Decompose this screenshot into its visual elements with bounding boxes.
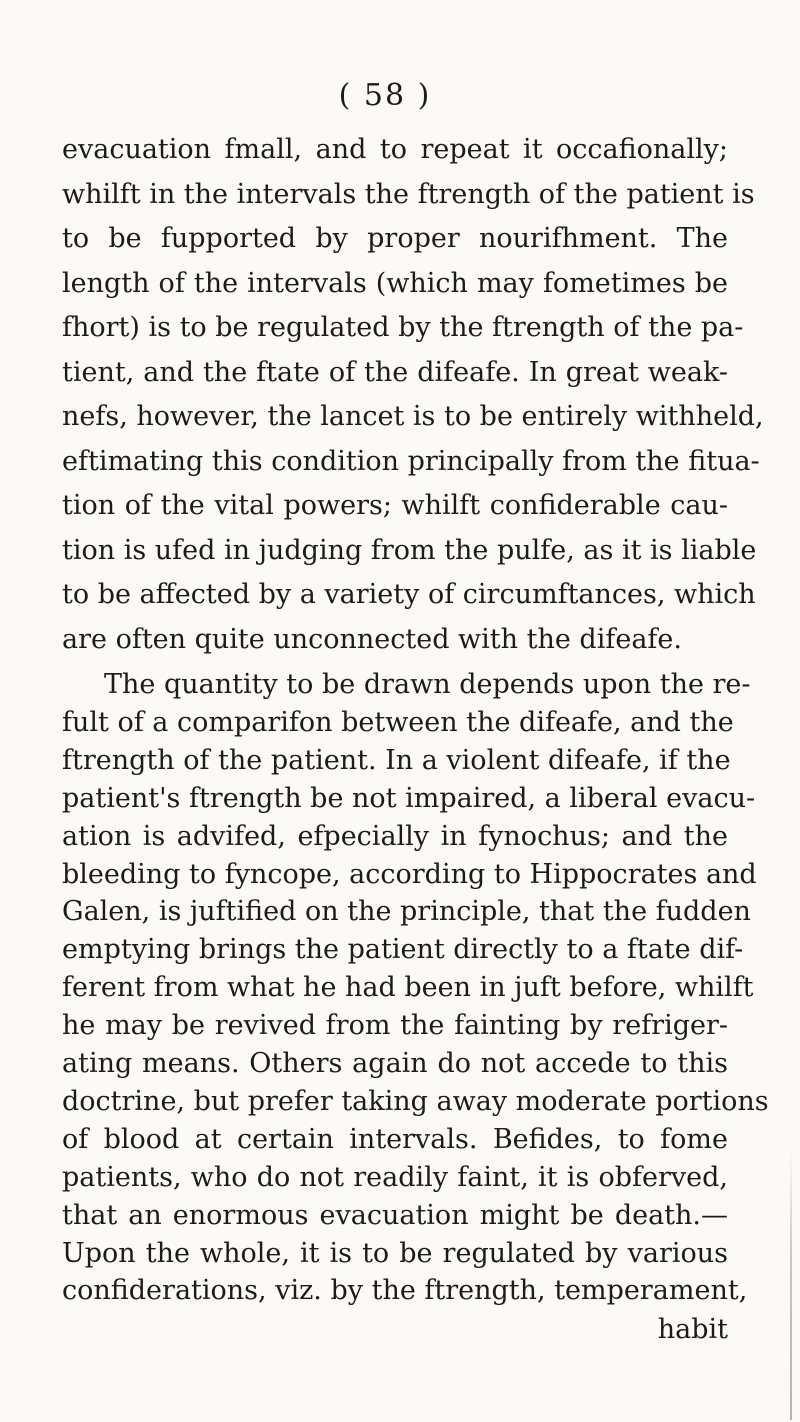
page-edge-shadow — [790, 1150, 792, 1420]
text-line: ferent from what he had been in juft before, whilft — [62, 972, 754, 1004]
text-line: Upon the whole, it is to be regulated by various — [62, 1237, 728, 1269]
text-line: to be affected by a variety of circumftances, which — [62, 579, 756, 610]
text-line: length of the intervals (which may fometimes be — [62, 267, 728, 299]
text-line: are often quite unconnected with the difeafe. — [62, 623, 682, 655]
page-number: ( 58 ) — [338, 78, 432, 113]
text-line: confiderations, viz. by the ftrength, temperament, — [62, 1275, 748, 1307]
text-line: nefs, however, the lancet is to be entirely withheld, — [62, 401, 764, 432]
text-line: ftrength of the patient. In a violent difeafe, if the — [62, 744, 731, 776]
catchword: habit — [657, 1314, 728, 1345]
text-line: tion of the vital powers; whilft confiderable cau- — [62, 490, 728, 521]
text-line: patient's ftrength be not impaired, a liberal evacu- — [62, 782, 756, 814]
text-line: tion is ufed in judging from the pulfe, as it is liable — [62, 534, 757, 566]
text-line: bleeding to fyncope, according to Hippocrates and — [62, 858, 757, 890]
text-line: doctrine, but prefer taking away moderate portions — [62, 1085, 769, 1117]
text-line: evacuation fmall, and to repeat it occafionally; — [62, 134, 728, 165]
text-line: emptying brings the patient directly to a ftate dif- — [62, 934, 744, 966]
text-line: to be fupported by proper nourifhment. The — [62, 223, 728, 254]
text-line: ation is advifed, efpecially in fynochus; and the — [62, 820, 728, 852]
text-line: fhort) is to be regulated by the ftrength of the pa- — [62, 312, 744, 343]
text-line: that an enormous evacuation might be death.— — [62, 1199, 728, 1231]
text-line: he may be revived from the fainting by refriger- — [62, 1010, 728, 1042]
text-line: fult of a comparifon between the difeafe, and the — [62, 706, 734, 738]
text-line: tient, and the ftate of the difeafe. In great weak- — [62, 356, 728, 388]
text-line: patients, who do not readily faint, it is obferved, — [62, 1161, 728, 1193]
text-line: eftimating this condition principally from the fitua- — [62, 445, 760, 477]
text-line: whilft in the intervals the ftrength of the patient is — [62, 178, 755, 210]
text-line: The quantity to be drawn depends upon the re- — [104, 669, 751, 700]
text-line: ating means. Others again do not accede to this — [62, 1048, 728, 1079]
text-line: Galen, is juftified on the principle, that the fudden — [62, 896, 751, 928]
text-line: of blood at certain intervals. Befides, to fome — [62, 1123, 728, 1155]
